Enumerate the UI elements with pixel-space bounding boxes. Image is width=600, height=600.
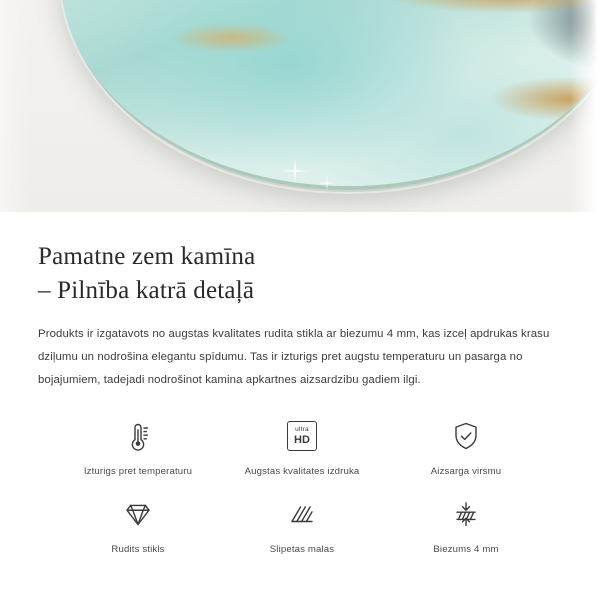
headline-line-2: – Pilnība katrā detaļā — [38, 276, 255, 304]
feature-label: Rudits stikls — [111, 544, 165, 556]
page-title — [38, 240, 566, 307]
glass-panel-image — [58, 0, 600, 190]
hero-fade-right — [570, 0, 600, 212]
diamond-icon — [118, 491, 158, 537]
feature-item-polished-edges — [220, 491, 384, 555]
content-block — [0, 212, 600, 555]
hero-image — [0, 0, 600, 212]
feature-label: Aizsarga virsmu — [430, 466, 502, 478]
thermometer-icon — [118, 413, 158, 459]
hero-fade-left — [0, 0, 30, 212]
glass-sheen — [58, 0, 600, 186]
feature-grid — [38, 413, 566, 555]
description-paragraph: Produkts ir izgatavots no augstas kvalitates rudita stikla ar biezumu 4 mm, kas izceļ apdrukas krasu dziļumu un nodrošina elegantu spīdumu. Tas ir izturigs pret augstu temperaturu un pasarga no bojajumiem, tadejadi nodrošinot kamina apkartnes aizsardzibu gadiem ilgi. — [38, 328, 550, 386]
feature-item-temperature — [56, 413, 220, 477]
polished-edges-icon — [282, 491, 322, 537]
feature-item-thickness — [384, 491, 548, 555]
headline-line-1: Pamatne zem kamīna — [38, 243, 256, 270]
feature-label: Izturigs pret temperaturu — [83, 466, 193, 478]
feature-item-tempered-glass — [56, 491, 220, 555]
feature-label: Slipetas malas — [269, 544, 335, 556]
ultra-hd-icon: ultra HD — [287, 413, 317, 459]
shield-check-icon — [446, 413, 486, 459]
feature-item-print-quality — [220, 413, 384, 477]
feature-label: Biezums 4 mm — [433, 544, 499, 556]
thickness-arrows-icon — [446, 491, 486, 537]
feature-label: Augstas kvalitates izdruka — [244, 466, 360, 478]
feature-item-surface-protection — [384, 413, 548, 477]
